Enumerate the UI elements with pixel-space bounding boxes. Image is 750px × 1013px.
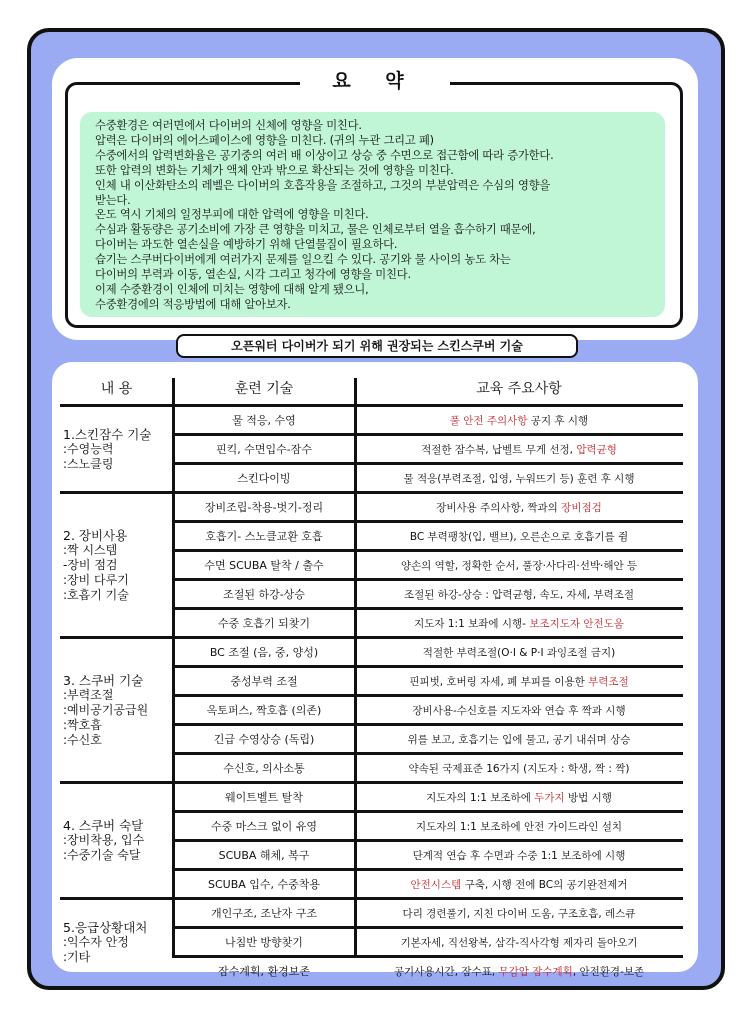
notes-text: 방법 시행 — [564, 791, 612, 804]
notes-highlight: 부력조절 — [588, 675, 629, 688]
table-header — [60, 372, 683, 406]
summary-title: 요 약 — [300, 68, 450, 94]
notes-text: 장비사용-수신호를 지도자와 연습 후 짝과 시행 — [412, 704, 626, 717]
table-group — [60, 784, 683, 900]
table-row — [173, 697, 683, 726]
header-content: 내 용 — [100, 381, 133, 397]
notes-cell — [355, 529, 683, 544]
notes-text: 공기사용시간, 잠수표, — [393, 965, 499, 978]
table-group — [60, 900, 683, 984]
group-subitem: :호흡기 기술 — [63, 587, 129, 602]
table-row — [173, 610, 683, 636]
group-title: 2. 장비사용 — [63, 527, 128, 543]
group-subitem: :예비공기공급원 — [63, 702, 149, 717]
notes-cell — [355, 500, 683, 515]
notes-cell — [355, 413, 683, 428]
skill-cell: 수면 SCUBA 탈착 / 출수 — [204, 559, 324, 572]
group-subitem: :장비착용, 입수 — [63, 833, 145, 847]
notes-cell — [355, 906, 683, 921]
group-subitem: :수영능력 — [63, 441, 114, 456]
header-skill: 훈련 기술 — [234, 381, 294, 397]
skill-cell: 스킨다이빙 — [237, 472, 291, 485]
notes-cell — [355, 819, 683, 834]
group-subitem: :수중기술 숙달 — [63, 848, 141, 862]
table-row — [173, 842, 683, 871]
skill-cell: 중성부력 조절 — [230, 675, 298, 688]
group-subitem: :스노클링 — [63, 456, 114, 471]
skill-cell: 잠수계획, 환경보존 — [217, 965, 310, 978]
notes-text: 지도자의 1:1 보조하에 — [426, 791, 535, 804]
notes-text: 약속된 국제표준 16가지 (지도자 : 학생, 짝 : 짝) — [408, 762, 630, 775]
skill-cell: 수중 마스크 없이 유영 — [210, 820, 318, 833]
notes-cell — [355, 674, 683, 689]
notes-cell — [355, 848, 683, 863]
group-label — [60, 900, 173, 984]
notes-text: 단계적 연습 후 수면과 수중 1:1 보조하에 시행 — [412, 849, 626, 862]
table-group — [60, 494, 683, 639]
notes-text: 지도자의 1:1 보조하에 안전 가이드라인 설치 — [415, 820, 623, 833]
summary-text: 수중환경은 여러면에서 다이버의 신체에 영향을 미친다. 압력은 다이버의 에어스페이스에 영향을 미친다. (귀의 누관 그리고 폐) 수중에서의 압력변화율은 공기중의 여러 배 이상이고 상승 중 수면으로 접근함에 따라 증가한다. 또한 압력의 변화는 기체가 액체 안과 밖으로 확산되는 것에 영향을 미친다. 인체 내 이산화탄소의 레벨은 다이버의 호흡작용을 조절하고, 그것의 부분압력은 수심의 영향을 받는다. 온도 역시 기체의 일정부피에 대한 압력에 영향을 미친다. 수심과 활동량은 공기소비에 가장 큰 영향을 미치고, 물은 인체로부터 열을 흡수하기 때문에, 다이버는 과도한 열손실을 예방하기 위해 단열물질이 필요하다. 습기는 스쿠버다이버에게 여러가지 문제를 일으킬 수 있다. 공기와 물 사이의 농도 차는 다이버의 부력과 이동, 열손실, 시각 그리고 청각에 영향을 미친다. 이제 수중환경이 인체에 미치는 영향에 대해 알게 됐으니, 수중환경에의 적응방법에 대해 알아보자. — [95, 119, 554, 311]
table-row — [173, 436, 683, 465]
notes-cell — [355, 935, 683, 950]
summary-text-box — [80, 112, 665, 317]
notes-cell — [355, 471, 683, 486]
table-row — [173, 465, 683, 491]
notes-cell — [355, 964, 683, 979]
table-row — [173, 668, 683, 697]
skill-cell: 핀킥, 수면입수-잠수 — [216, 443, 312, 456]
notes-highlight: 안전시스템 — [410, 878, 462, 891]
notes-highlight: 압력균형 — [576, 443, 617, 456]
table-row — [173, 900, 683, 929]
notes-text: 양손의 역할, 정확한 순서, 풀장·사다리·선박·해안 등 — [400, 559, 638, 572]
group-rows — [173, 407, 683, 491]
skill-cell: SCUBA 해체, 복구 — [218, 849, 310, 862]
table-row — [173, 407, 683, 436]
group-subitem: :부력조절 — [63, 687, 114, 702]
group-label — [60, 784, 173, 897]
table-row — [173, 958, 683, 984]
group-subitem: :익수자 안정 — [63, 934, 129, 949]
notes-cell — [355, 703, 683, 718]
notes-text: 물 적응(부력조절, 입영, 누워뜨기 등) 훈련 후 시행 — [403, 472, 635, 485]
notes-text: 위를 보고, 호흡기는 입에 물고, 공기 내쉬며 상승 — [407, 733, 631, 746]
group-rows — [173, 784, 683, 897]
group-subitem: :짝 시스템 — [63, 542, 118, 557]
notes-cell — [355, 587, 683, 602]
skill-cell: 나침반 방향찾기 — [225, 936, 303, 949]
table-body — [60, 407, 683, 984]
group-rows — [173, 494, 683, 636]
group-subitem: :기타 — [63, 949, 91, 964]
table-row — [173, 581, 683, 610]
group-title: 5.응급상황대처 — [63, 919, 148, 935]
table-row — [173, 494, 683, 523]
notes-text: , 안전환경-보존 — [572, 965, 645, 978]
notes-highlight: 보조지도자 안전도움 — [529, 617, 624, 630]
table-group — [60, 639, 683, 784]
notes-text: 지도자 1:1 보좌에 시행- — [414, 617, 530, 630]
section-banner: 오픈워터 다이버가 되기 위해 권장되는 스킨스쿠버 기술 — [176, 334, 578, 358]
group-subitem: -장비 점검 — [63, 557, 118, 572]
notes-highlight: 무감압 잠수계획 — [498, 965, 573, 978]
notes-text: 적절한 잠수복, 납벨트 무게 선정, — [421, 443, 577, 456]
group-label — [60, 407, 173, 491]
group-subitem: :수신호 — [63, 732, 102, 747]
group-title: 1.스킨잠수 기술 — [63, 426, 152, 442]
notes-text: BC 부력팽창(입, 밸브), 오른손으로 호흡기를 쥠 — [409, 530, 629, 543]
notes-cell — [355, 558, 683, 573]
skill-cell: 물 적응, 수영 — [232, 414, 296, 427]
skill-cell: 옥토퍼스, 짝호흡 (의존) — [206, 704, 322, 717]
notes-highlight: 장비점검 — [561, 501, 602, 514]
table-group — [60, 407, 683, 494]
notes-cell — [355, 761, 683, 776]
group-subitem: :장비 다루기 — [63, 572, 129, 587]
skill-cell: 개인구조, 조난자 구조 — [210, 907, 318, 920]
group-title: 4. 스쿠버 숙달 — [63, 818, 144, 833]
skill-cell: 긴급 수영상승 (독립) — [213, 733, 315, 746]
skill-cell: 수중 호흡기 되찾기 — [217, 617, 310, 630]
group-title: 3. 스쿠버 기술 — [63, 672, 144, 688]
skill-cell: BC 조절 (음, 중, 양성) — [209, 646, 319, 659]
group-rows — [173, 639, 683, 781]
notes-text: 기본자세, 직선왕복, 삼각-직사각형 제자리 돌아오기 — [400, 936, 638, 949]
group-label — [60, 494, 173, 636]
table-row — [173, 552, 683, 581]
notes-text: 다리 경련풀기, 지친 다이버 도움, 구조호흡, 레스큐 — [402, 907, 636, 920]
skill-cell: 장비조립-착용-벗기-정리 — [204, 501, 324, 514]
notes-text: 장비사용 주의사항, 짝과의 — [436, 501, 562, 514]
group-rows — [173, 900, 683, 984]
skill-cell: 웨이트벨트 탈착 — [225, 791, 303, 804]
notes-text: 공지 후 시행 — [527, 414, 589, 427]
group-subitem: :짝호흡 — [63, 717, 102, 732]
group-label — [60, 639, 173, 781]
table-row — [173, 755, 683, 781]
table-row — [173, 726, 683, 755]
notes-cell — [355, 645, 683, 660]
table-row — [173, 639, 683, 668]
notes-cell — [355, 442, 683, 457]
table-row — [173, 523, 683, 552]
skill-cell: 호흡기- 스노클교환 호흡 — [205, 530, 323, 543]
notes-text: 핀피벗, 호버링 자세, 폐 부피를 이용한 — [409, 675, 589, 688]
header-notes: 교육 주요사항 — [476, 381, 562, 397]
notes-cell — [355, 616, 683, 631]
table-row — [173, 871, 683, 897]
notes-text: 조절된 하강-상승 : 압력균형, 속도, 자세, 부력조절 — [403, 588, 635, 601]
table-row — [173, 813, 683, 842]
notes-highlight: 풀 안전 주의사항 — [449, 414, 528, 427]
skill-cell: 조절된 하강-상승 — [223, 588, 305, 601]
notes-text: 구축, 시행 전에 BC의 공기완전제거 — [461, 878, 628, 891]
notes-cell — [355, 877, 683, 892]
skill-cell: 수신호, 의사소통 — [223, 762, 305, 775]
notes-cell — [355, 732, 683, 747]
notes-cell — [355, 790, 683, 805]
notes-text: 적절한 부력조절(O·I & P·I 과잉조절 금지) — [422, 646, 616, 659]
table-row — [173, 929, 683, 958]
table-row — [173, 784, 683, 813]
skill-cell: SCUBA 입수, 수중착용 — [207, 878, 321, 891]
notes-highlight: 두가지 — [534, 791, 565, 804]
